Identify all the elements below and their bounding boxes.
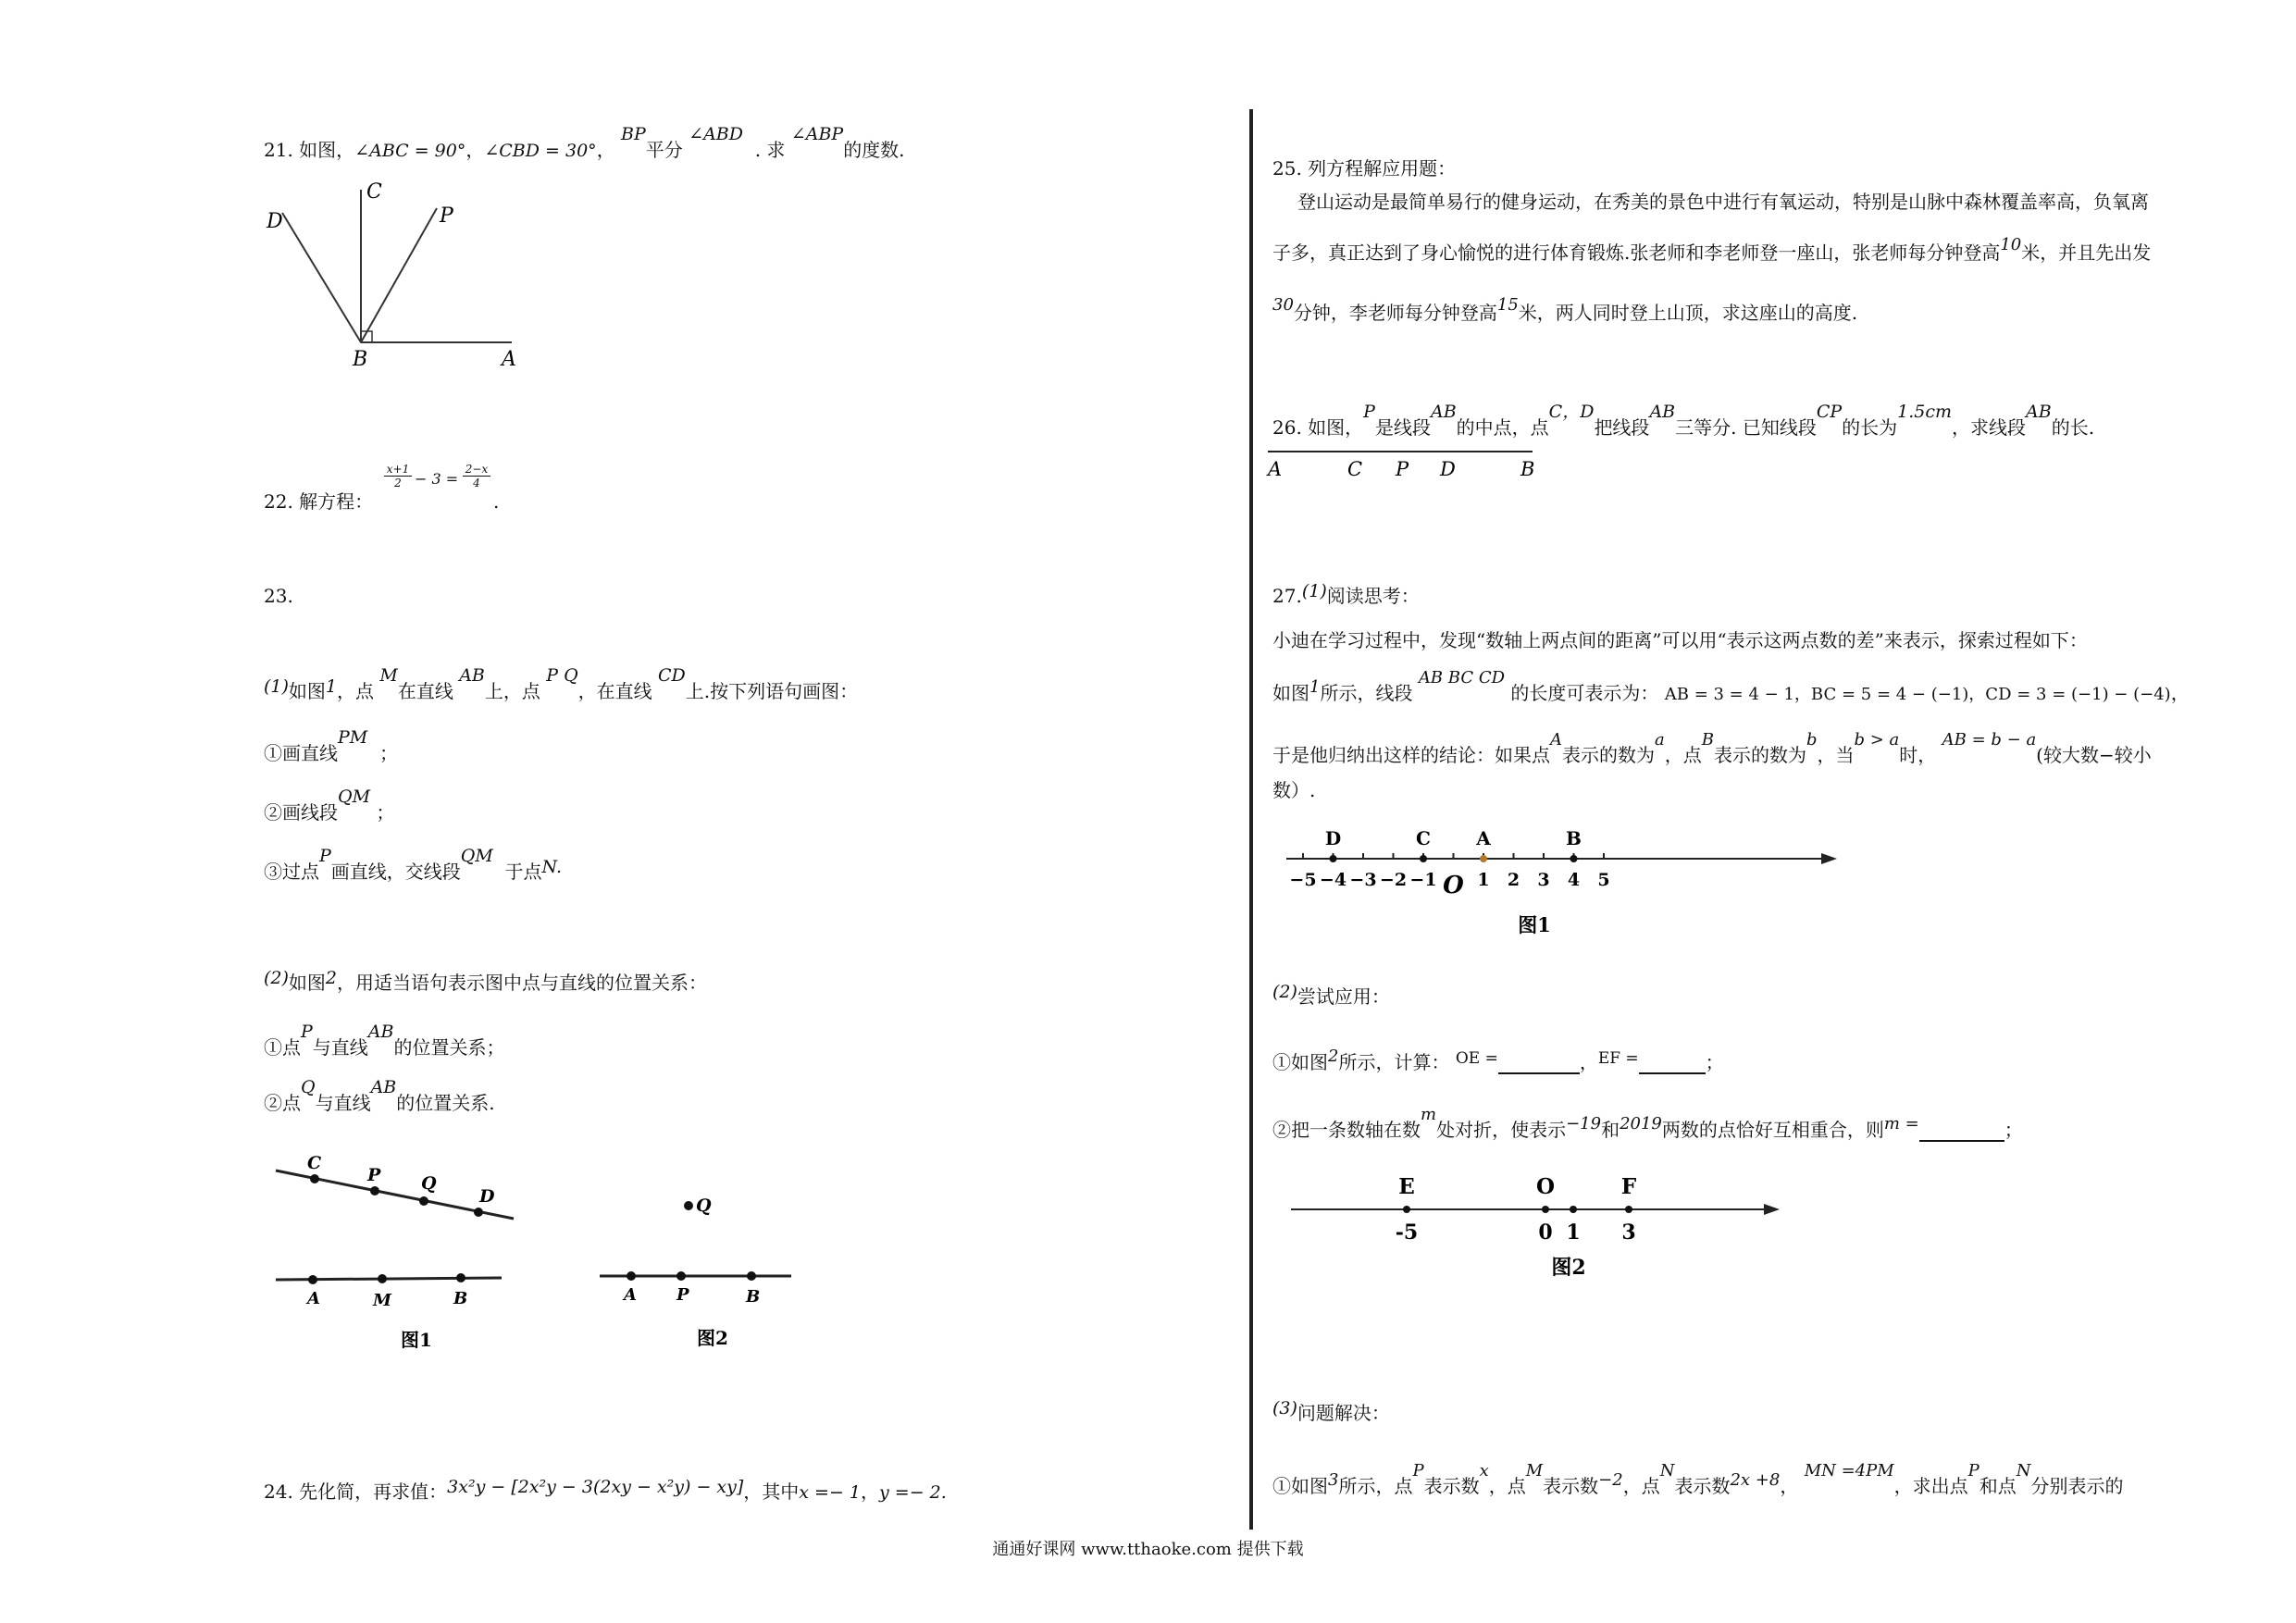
q23-p1-cd: CD <box>658 665 686 686</box>
q21-angle-abp: ∠ABP <box>790 124 844 144</box>
q24-y: y =− 2. <box>879 1482 947 1503</box>
oe-answer-blank[interactable] <box>1498 1056 1580 1074</box>
q27-a1-b: 所示，计算： <box>1338 1051 1450 1073</box>
point-label-a: A <box>1476 827 1491 849</box>
label-p: P <box>367 1165 381 1185</box>
q26-c: 的中点，点 <box>1456 416 1549 439</box>
q23-p1-tag: (1) <box>264 676 289 697</box>
q21-angle-cbd: ∠CBD = 30° <box>484 141 597 161</box>
tick-label: −5 <box>1289 870 1317 890</box>
question-21 <box>264 124 905 162</box>
q25-number: 25. <box>1272 157 1302 180</box>
q23-p1-a: 如图 <box>288 680 326 702</box>
q22-lhs-fraction <box>384 463 412 490</box>
mark <box>1542 1206 1549 1213</box>
tick-label: 4 <box>1567 870 1581 890</box>
q23-p2-tag: (2) <box>264 968 289 988</box>
q27-line3-a-value: a <box>1655 730 1665 750</box>
ray-bd <box>282 213 361 342</box>
label-d: D <box>479 1186 495 1207</box>
q27-line2-c: 的长度可表示为： <box>1510 682 1659 704</box>
q22-number: 22. <box>264 490 293 513</box>
point-b <box>1570 855 1578 862</box>
q27-a2-m-eq: m = <box>1883 1114 1919 1134</box>
q22-intro: 解方程： <box>299 490 374 513</box>
tick-label: −4 <box>1319 870 1347 890</box>
q23-relation1 <box>264 1022 505 1059</box>
label-q-fig2: Q <box>696 1196 712 1216</box>
q27-solve1 <box>1272 1461 2124 1498</box>
q27-line2-segments: AB BC CD <box>1418 668 1506 688</box>
q21-tail: 的度数. <box>843 139 905 161</box>
q27-line3-point-b: B <box>1701 730 1714 750</box>
q22-rhs-fraction <box>463 463 490 490</box>
label-b: B <box>453 1289 468 1308</box>
q27-p3-title: 问题解决： <box>1297 1402 1390 1424</box>
q26-cd: C，D <box>1548 402 1595 422</box>
mark <box>1403 1206 1410 1213</box>
q27-p1-tag: (1) <box>1301 581 1327 601</box>
q23-p1-d: 上，点 <box>484 680 540 702</box>
q26-p: P <box>1363 402 1375 422</box>
q22-lhs-num: x+1 <box>384 463 412 477</box>
q27-b1-n2: N <box>2016 1461 2031 1481</box>
q23-s3-qm: QM <box>460 846 493 866</box>
point-label-d: D <box>1324 827 1342 849</box>
q27-line3-c: ，点 <box>1664 744 1702 766</box>
question-25-title <box>1272 157 1456 180</box>
q27-a2-d: 两数的点恰好互相重合，则 <box>1661 1119 1884 1141</box>
point-a <box>1480 855 1487 862</box>
q27-b1-fig: 3 <box>1328 1470 1339 1490</box>
q23-t2-q: Q <box>301 1077 316 1097</box>
q26-f: 的长为 <box>1842 416 1898 439</box>
q27-a1-end: ； <box>1705 1051 1724 1073</box>
q24-x: x =− 1 <box>799 1482 862 1503</box>
q23-t2-a: ②点 <box>264 1092 301 1114</box>
q22-tail: . <box>493 490 500 513</box>
q25-line2 <box>1272 235 2152 265</box>
q23-t1-p: P <box>301 1022 313 1042</box>
fig1-caption: 图1 <box>1518 913 1551 936</box>
label-d: D <box>1440 458 1456 480</box>
point-b-fig2 <box>747 1271 756 1281</box>
q24-sep: ， <box>861 1481 880 1503</box>
q27-line2-fig: 1 <box>1309 677 1321 697</box>
q27-apply1 <box>1272 1047 1724 1074</box>
question-27-part1 <box>1272 581 1420 608</box>
q21-angle-abc: ∠ABC = 90° <box>354 141 466 161</box>
q21-sep1: ， <box>465 139 485 161</box>
label-b: B <box>1520 458 1535 480</box>
q27-line3-a: 于是他归纳出这样的结论：如果点 <box>1272 744 1550 766</box>
q23-s3-p: P <box>319 846 331 866</box>
q26-ab2: AB <box>1649 402 1676 422</box>
q27-b1-m-value: −2 <box>1598 1470 1623 1490</box>
q23-p2-a: 如图 <box>288 972 326 994</box>
q25-head-start: 30 <box>1272 295 1294 315</box>
q23-part2 <box>264 968 708 995</box>
q23-s2-qm: QM <box>338 787 371 807</box>
label-p: P <box>440 204 453 228</box>
q27-b1-equation: MN =4PM <box>1804 1461 1894 1481</box>
tick-label: O <box>1443 872 1464 899</box>
page-footer: 通通好课网 www.tthaoke.com 提供下载 <box>992 1540 1304 1559</box>
point-label-e: E <box>1398 1174 1415 1199</box>
q27-a2-end: ； <box>2004 1119 2023 1141</box>
axis-ticks <box>1289 853 1609 899</box>
ray-bp <box>361 208 437 342</box>
q23-p1-m: M <box>379 665 398 686</box>
q23-step3 <box>264 846 562 884</box>
point-b <box>456 1273 465 1282</box>
q26-d: 把线段 <box>1594 416 1650 439</box>
q27-oe: OE = <box>1455 1049 1498 1068</box>
label-p-fig2: P <box>676 1285 689 1305</box>
q27-b1-n: N <box>1659 1461 1675 1481</box>
column-divider <box>1249 109 1253 1530</box>
q23-s2-a: ②画线段 <box>264 801 338 824</box>
fig2-caption: 图2 <box>1551 1256 1586 1280</box>
tick-label: 1 <box>1477 870 1490 890</box>
q27-ef: EF = <box>1597 1049 1639 1068</box>
q23-p2-b: ，用适当语句表示图中点与直线的位置关系： <box>337 972 708 994</box>
q27-line3-g: (较大数−较小 <box>2036 744 2152 766</box>
mark <box>1625 1206 1632 1213</box>
q26-g: ，求线段 <box>1952 416 2027 439</box>
q27-line3-point-a: A <box>1550 730 1562 750</box>
q23-p1-e: ，在直线 <box>577 680 652 702</box>
q27-a2-value2: 2019 <box>1620 1114 1662 1134</box>
tick-label: 2 <box>1507 870 1520 890</box>
q27-line3-b-value: b <box>1806 730 1818 750</box>
q23-p1-c: 在直线 <box>397 680 453 702</box>
q24-number: 24. <box>264 1481 293 1503</box>
q27-b1-c: 表示数 <box>1423 1475 1480 1497</box>
q23-s1-b: ； <box>379 742 398 764</box>
q26-cp: CP <box>1816 402 1843 422</box>
q27-a1-fig: 2 <box>1328 1047 1339 1066</box>
q27-b1-b: 所示，点 <box>1338 1475 1413 1497</box>
q27-line2-end: ， <box>2170 682 2190 704</box>
fig2-caption: 图2 <box>697 1327 728 1349</box>
q26-a: 如图， <box>1308 416 1364 439</box>
question-24 <box>264 1477 947 1504</box>
q25-line3 <box>1272 295 1858 325</box>
axis-arrow <box>1821 853 1837 864</box>
q27-a2-c: 和 <box>1601 1119 1620 1141</box>
q27-line3-b: 表示的数为 <box>1562 744 1655 766</box>
tick-label: −2 <box>1379 870 1408 890</box>
label-c: C <box>366 180 382 204</box>
q23-step1 <box>264 727 398 765</box>
q23-step2 <box>264 787 395 824</box>
q25-speed-zhang: 10 <box>2000 235 2022 254</box>
fig1-caption: 图1 <box>401 1329 432 1351</box>
q21-bisect: 平分 <box>645 139 683 161</box>
tick-label: −1 <box>1409 870 1437 890</box>
q27-line2-equation: AB = 3 = 4 − 1，BC = 5 = 4 − (−1)，CD = 3 = (−1) − (−4) <box>1664 685 2171 704</box>
q22-rhs-den: 4 <box>473 477 480 490</box>
q23-s3-b: 画直线，交线段 <box>330 861 461 883</box>
q27-b1-m: M <box>1525 1461 1544 1481</box>
q27-b1-d: ，点 <box>1488 1475 1526 1497</box>
q23-p1-ab: AB <box>459 665 485 686</box>
q23-t2-ab: AB <box>370 1077 397 1097</box>
q27-line3-equation: AB = b − a <box>1942 730 2037 750</box>
q27-b1-f: ，点 <box>1622 1475 1660 1497</box>
point-label-o: O <box>1535 1174 1556 1199</box>
q26-ab1: AB <box>1430 402 1457 422</box>
label-a: A <box>307 1289 320 1308</box>
q23-s1-a: ①画直线 <box>264 742 338 764</box>
point-q-fig2 <box>684 1201 693 1210</box>
q23-p1-pq: P Q <box>546 665 578 686</box>
q23-s1-pm: PM <box>338 727 368 748</box>
q26-e: 三等分. 已知线段 <box>1675 416 1817 439</box>
q23-figures <box>268 1143 814 1365</box>
q24-mid: ，其中 <box>743 1481 800 1503</box>
point-label-f: F <box>1620 1174 1637 1199</box>
tick-label: 1 <box>1566 1220 1581 1245</box>
q27-p1-title: 阅读思考： <box>1326 585 1420 607</box>
label-a: A <box>502 348 516 371</box>
point-p <box>370 1186 379 1196</box>
q27-b1-x: x <box>1479 1461 1489 1481</box>
q27-line2-a: 如图 <box>1272 682 1309 704</box>
q27-a2-m: m <box>1421 1105 1437 1124</box>
label-m: M <box>373 1291 391 1310</box>
q27-line2 <box>1272 668 2190 705</box>
q27-number: 27. <box>1272 585 1302 607</box>
q26-number: 26. <box>1272 416 1302 439</box>
point-c <box>310 1174 319 1183</box>
q27-numberline-fig2 <box>1291 1168 1791 1283</box>
label-p: P <box>1396 458 1409 480</box>
q26-h: 的长. <box>2051 416 2095 439</box>
q23-t1-ab: AB <box>367 1022 394 1042</box>
q27-b1-g: 表示数 <box>1674 1475 1731 1497</box>
label-b: B <box>353 348 368 371</box>
label-c: C <box>1347 458 1363 480</box>
q27-a1-a: ①如图 <box>1272 1051 1328 1073</box>
question-26 <box>1272 402 2095 440</box>
ef-answer-blank[interactable] <box>1639 1056 1706 1074</box>
q23-t1-a: ①点 <box>264 1036 301 1059</box>
q27-a2-value1: −19 <box>1566 1114 1602 1134</box>
q27-b1-j: 和点 <box>1979 1475 2017 1497</box>
point-label-b: B <box>1566 827 1582 849</box>
q23-part1 <box>264 665 859 703</box>
label-a: A <box>1268 458 1283 480</box>
q23-s3-a: ③过点 <box>264 861 319 883</box>
q27-b1-e: 表示数 <box>1543 1475 1599 1497</box>
q23-relation2 <box>264 1077 495 1115</box>
q23-t2-b: 与直线 <box>315 1092 371 1114</box>
q27-p2-title: 尝试应用： <box>1297 985 1390 1008</box>
q21-bp: BP <box>621 124 646 144</box>
q25-title: 列方程解应用题： <box>1308 157 1457 180</box>
q22-lhs-den: 2 <box>394 477 402 490</box>
q22-label <box>264 490 373 513</box>
q21-intro: 如图， <box>299 139 355 161</box>
q26-b: 是线段 <box>1374 416 1431 439</box>
point-p-fig2 <box>676 1271 686 1281</box>
q22-mid: − 3 = <box>415 470 459 488</box>
q25-line3-b: 米，两人同时登上山顶，求这座山的高度. <box>1518 302 1858 324</box>
q21-ask: . 求 <box>754 139 786 161</box>
q25-line2-b: 米，并且先出发 <box>2021 242 2152 264</box>
label-d: D <box>267 210 283 233</box>
q27-line1: 小迪在学习过程中，发现“数轴上两点间的距离”可以用“表示这两点数的差”来表示，探索过程如下： <box>1272 629 2088 651</box>
q27-b1-a: ①如图 <box>1272 1475 1328 1497</box>
tick-label: -5 <box>1395 1220 1419 1245</box>
q27-b1-p2: P <box>1967 1461 1980 1481</box>
q27-a1-mid: ， <box>1579 1051 1598 1073</box>
q23-p1-f: 上.按下列语句画图： <box>685 680 859 702</box>
q26-segment-figure <box>1266 442 1544 489</box>
point-a <box>308 1275 317 1284</box>
q23-s3-c: 于点 <box>504 861 542 883</box>
q27-a2-a: ②把一条数轴在数 <box>1272 1119 1421 1141</box>
q23-s3-n: N. <box>541 857 562 877</box>
tick-label: 0 <box>1538 1220 1553 1245</box>
point-m <box>378 1274 387 1283</box>
label-q: Q <box>421 1173 437 1194</box>
q23-number: 23. <box>264 585 293 607</box>
point-a-fig2 <box>627 1271 636 1281</box>
q24-expression: 3x²y − [2x²y − 3(2xy − x²y) − xy] <box>447 1477 744 1497</box>
q27-p2-tag: (2) <box>1272 982 1297 1002</box>
point-d <box>1330 855 1337 862</box>
q27-line3-d: 表示的数为 <box>1713 744 1806 766</box>
tick-label: 3 <box>1621 1220 1636 1245</box>
point-label-c: C <box>1416 827 1431 849</box>
q27-line3-e: ，当 <box>1817 744 1855 766</box>
q23-p1-fig: 1 <box>325 676 338 697</box>
q22-rhs-num: 2−x <box>463 463 490 477</box>
point-d <box>474 1208 483 1217</box>
q27-part2 <box>1272 982 1390 1009</box>
q21-sep2: ， <box>596 139 615 161</box>
tick-label: 3 <box>1537 870 1550 890</box>
tick-label: −3 <box>1349 870 1377 890</box>
q27-apply2 <box>1272 1105 2023 1142</box>
q27-numberline-fig1 <box>1286 819 1851 944</box>
point-q <box>419 1196 428 1206</box>
q27-b1-h: ， <box>1780 1475 1799 1497</box>
tick-label: 5 <box>1597 870 1610 890</box>
q27-line2-b: 所示，线段 <box>1320 682 1413 704</box>
q25-line3-a: 分钟，李老师每分钟登高 <box>1293 302 1497 324</box>
q25-speed-li: 15 <box>1496 295 1519 315</box>
q27-p3-tag: (3) <box>1272 1398 1297 1419</box>
q27-b1-n-value: 2x +8 <box>1730 1470 1781 1490</box>
label-c: C <box>307 1153 322 1173</box>
q27-line4: 数）. <box>1272 779 1316 801</box>
label-b-fig2: B <box>746 1287 761 1307</box>
q23-t2-c: 的位置关系. <box>396 1092 495 1114</box>
q26-len: 1.5cm <box>1897 402 1953 422</box>
q23-s2-b: ； <box>376 801 395 824</box>
q27-a2-b: 处对折，使表示 <box>1436 1119 1567 1141</box>
mark <box>1570 1206 1577 1213</box>
q23-t1-b: 与直线 <box>312 1036 368 1059</box>
q27-line3-f: 时， <box>1899 744 1937 766</box>
q23-p1-b: ，点 <box>337 680 375 702</box>
axis-arrow <box>1764 1204 1780 1215</box>
q27-part3 <box>1272 1398 1390 1425</box>
q25-line2-a: 子多，真正达到了身心愉悦的进行体育锻炼.张老师和李老师登一座山，张老师每分钟登高 <box>1272 242 2001 264</box>
q27-line3-condition: b > a <box>1854 730 1900 750</box>
q21-angle-abd: ∠ABD <box>689 124 743 144</box>
q23-p2-fig: 2 <box>325 968 338 988</box>
q27-b1-i: ，求出点 <box>1893 1475 1968 1497</box>
q27-line3 <box>1272 730 2152 767</box>
point-c <box>1420 855 1427 862</box>
q21-angle-figure <box>259 176 537 379</box>
q26-ab3: AB <box>2026 402 2052 422</box>
q25-line1: 登山运动是最简单易行的健身运动，在秀美的景色中进行有氧运动，特别是山脉中森林覆盖率高，负氧离 <box>1297 191 2149 213</box>
q21-number: 21. <box>264 139 293 161</box>
q27-b1-p: P <box>1412 1461 1424 1481</box>
m-answer-blank[interactable] <box>1919 1123 2004 1142</box>
q23-t1-c: 的位置关系； <box>393 1036 505 1059</box>
q24-intro: 先化简，再求值： <box>299 1481 448 1503</box>
label-a-fig2: A <box>624 1285 637 1305</box>
q27-b1-k: 分别表示的 <box>2030 1475 2124 1497</box>
